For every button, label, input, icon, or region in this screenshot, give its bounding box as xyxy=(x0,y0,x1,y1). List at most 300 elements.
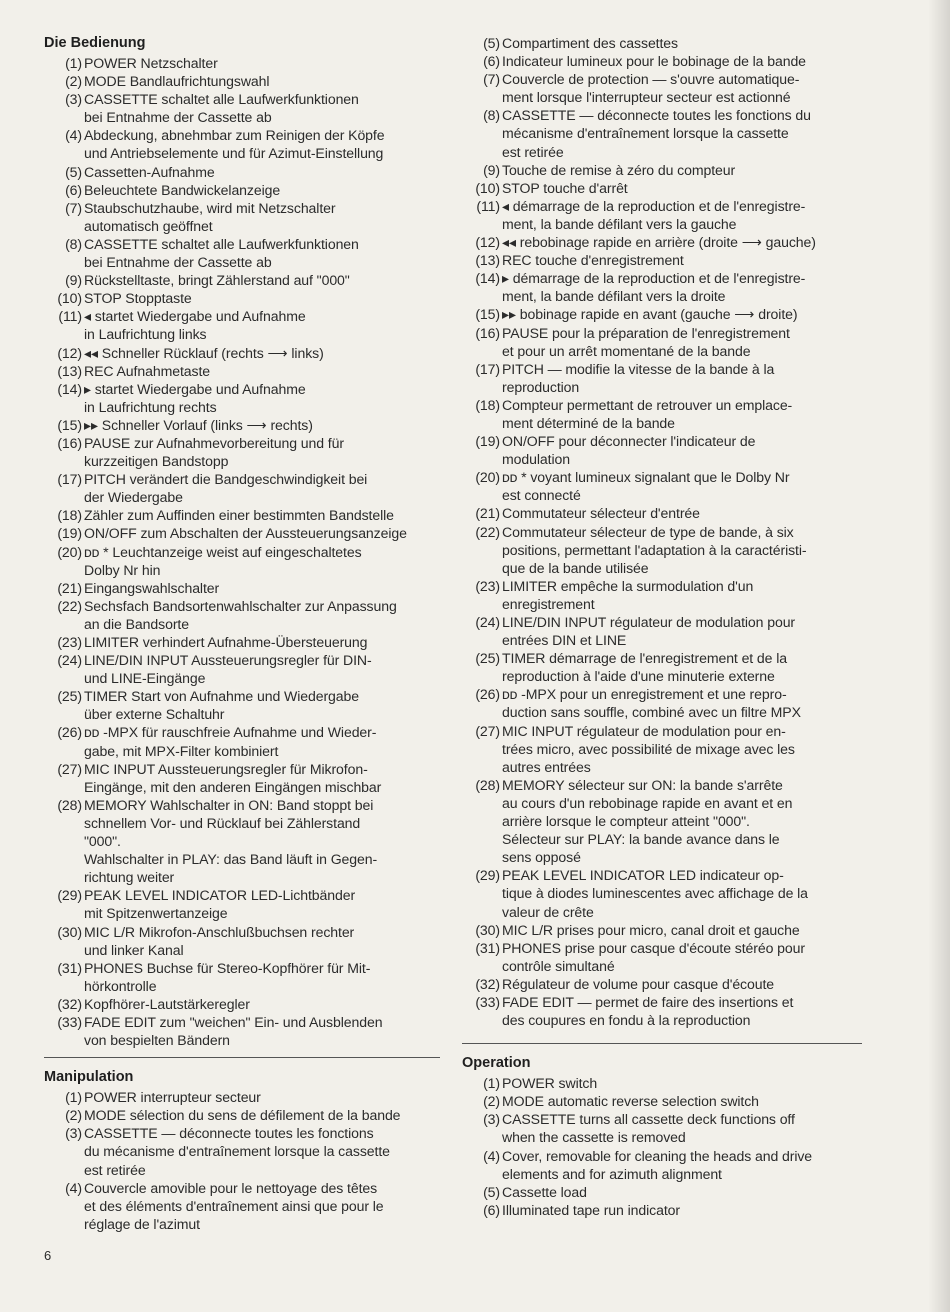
item-number: (33) xyxy=(475,993,500,1010)
item-number: (4) xyxy=(65,127,82,144)
item-text-line: Cassette load xyxy=(502,1183,587,1200)
item-text xyxy=(502,179,862,197)
item-text-line: MEMORY sélecteur sur ON: la bande s'arrête xyxy=(502,776,783,793)
item-number: (17) xyxy=(57,471,82,488)
item-text xyxy=(84,1124,440,1178)
item-number: (1) xyxy=(65,1089,82,1106)
item-number: (26) xyxy=(57,724,82,741)
item-text xyxy=(84,380,440,416)
item-text-line: "000". xyxy=(84,833,121,850)
list-item xyxy=(44,289,440,307)
right-column xyxy=(462,34,862,1219)
item-text-line: mécanisme d'entraînement lorsque la cassette xyxy=(502,125,789,142)
item-text-line: que de la bande utilisée xyxy=(502,559,649,576)
item-text-line: ment, la bande défilant vers la gauche xyxy=(502,215,737,232)
item-number: (22) xyxy=(475,523,500,540)
item-text xyxy=(84,470,440,506)
list-item xyxy=(462,324,862,360)
list-item xyxy=(44,307,440,343)
item-text-line: Compteur permettant de retrouver un emplace- xyxy=(502,396,793,413)
list-item xyxy=(462,921,862,939)
item-text-line: Abdeckung, abnehmbar zum Reinigen der Köpfe xyxy=(84,127,385,144)
item-text-line: LIMITER verhindert Aufnahme-Übersteuerung xyxy=(84,634,368,650)
item-text-line: bei Entnahme der Cassette ab xyxy=(84,254,272,271)
item-text-line: sens opposé xyxy=(502,849,581,866)
item-text-line: FADE EDIT — permet de faire des insertions et xyxy=(502,993,794,1010)
item-text-line: ◂ démarrage de la reproduction et de l'enregistre- xyxy=(502,197,806,214)
item-text-line: ᴅᴅ * Leuchtanzeige weist auf eingeschaltetes xyxy=(84,543,362,560)
item-text-line: MODE sélection du sens de défilement de la bande xyxy=(84,1107,401,1124)
item-number: (12) xyxy=(57,344,82,361)
list-item xyxy=(462,396,862,432)
item-text xyxy=(502,70,862,106)
item-text-line: ◂◂ Schneller Rücklauf (rechts ⟶ links) xyxy=(84,344,324,361)
item-number: (14) xyxy=(57,380,82,397)
item-number: (2) xyxy=(65,73,82,90)
item-text-line: Sechsfach Bandsortenwahlschalter zur Anpassung xyxy=(84,597,397,614)
item-text xyxy=(502,161,862,179)
item-text-line: an die Bandsorte xyxy=(84,615,189,632)
item-text xyxy=(84,524,440,542)
item-text xyxy=(84,199,440,235)
item-text-line: REC touche d'enregistrement xyxy=(502,252,684,269)
item-text-line: trées micro, avec possibilité de mixage avec les xyxy=(502,740,795,757)
list-item xyxy=(44,723,440,759)
item-number: (4) xyxy=(65,1179,82,1196)
item-text-line: MEMORY Wahlschalter in ON: Band stoppt bei xyxy=(84,796,374,813)
item-text-line: réglage de l'azimut xyxy=(84,1215,200,1232)
item-text-line: Commutateur sélecteur d'entrée xyxy=(502,505,700,522)
item-number: (20) xyxy=(475,469,500,486)
list-item xyxy=(44,597,440,633)
item-text xyxy=(502,1074,862,1092)
list-item xyxy=(462,432,862,468)
item-text xyxy=(84,687,440,723)
item-number: (23) xyxy=(475,577,500,594)
item-text-line: PHONES Buchse für Stereo-Kopfhörer für Mit- xyxy=(84,959,371,976)
item-text-line: Cassetten-Aufnahme xyxy=(84,163,215,180)
item-text-line: MIC INPUT Aussteuerungsregler für Mikrofon- xyxy=(84,760,368,777)
item-number: (30) xyxy=(475,921,500,938)
list-item xyxy=(462,939,862,975)
item-number: (11) xyxy=(476,197,500,214)
item-text-line: ON/OFF pour déconnecter l'indicateur de xyxy=(502,433,756,450)
item-text-line: Cover, removable for cleaning the heads and drive xyxy=(502,1147,813,1164)
item-text-line: PEAK LEVEL INDICATOR LED indicateur op- xyxy=(502,867,784,884)
item-text-line: positions, permettant l'adaptation à la caractéristi- xyxy=(502,541,807,558)
list-item xyxy=(462,504,862,522)
item-text-line: POWER switch xyxy=(502,1075,598,1092)
item-text xyxy=(502,106,862,160)
item-text-line: tique à diodes luminescentes avec affichage de la xyxy=(502,885,808,902)
item-text-line: MIC INPUT régulateur de modulation pour en- xyxy=(502,722,786,739)
section-manipulation-continued xyxy=(462,34,862,1029)
list-item xyxy=(44,362,440,380)
item-text-line: PITCH — modifie la vitesse de la bande à la xyxy=(502,360,775,377)
item-text xyxy=(84,271,440,289)
item-text-line: und LINE-Eingänge xyxy=(84,670,206,687)
item-text-line: CASSETTE — déconnecte toutes les fonctions du xyxy=(502,107,811,124)
item-text-line: Indicateur lumineux pour le bobinage de la bande xyxy=(502,53,806,70)
item-number: (14) xyxy=(475,270,500,287)
item-text-line: und Antriebselemente und für Azimut-Einstellung xyxy=(84,145,384,162)
item-text-line: est retirée xyxy=(502,143,564,160)
list-item xyxy=(44,687,440,723)
item-text-line: ◂◂ rebobinage rapide en arrière (droite ⟶ gauche) xyxy=(502,234,816,251)
list-item xyxy=(462,722,862,776)
item-text-line: Wahlschalter in PLAY: das Band läuft in Gegen- xyxy=(84,851,378,868)
item-text xyxy=(502,305,862,323)
item-text-line: duction sans souffle, combiné avec un filtre MPX xyxy=(502,704,801,721)
list-item xyxy=(462,685,862,721)
item-text-line: enregistrement xyxy=(502,595,595,612)
item-number: (19) xyxy=(57,525,82,542)
item-text-line: valeur de crête xyxy=(502,903,594,920)
item-text-line: reproduction xyxy=(502,378,580,395)
item-number: (24) xyxy=(57,652,82,669)
item-text-line: LIMITER empêche la surmodulation d'un xyxy=(502,577,754,594)
section-die-bedienung xyxy=(44,34,440,1049)
item-text xyxy=(84,1106,440,1124)
list-item xyxy=(44,344,440,362)
list-item xyxy=(462,1183,862,1201)
section-divider xyxy=(462,1043,862,1044)
item-text xyxy=(84,163,440,181)
item-text xyxy=(502,939,862,975)
list-item xyxy=(44,633,440,651)
item-number: (31) xyxy=(475,939,500,956)
section-operation xyxy=(462,1054,862,1219)
item-text xyxy=(502,776,862,866)
item-number: (9) xyxy=(65,272,82,289)
item-text-line: TIMER Start von Aufnahme und Wiedergabe xyxy=(84,688,359,705)
item-text xyxy=(84,633,440,651)
list-item xyxy=(44,199,440,235)
item-number: (27) xyxy=(57,760,82,777)
item-number: (1) xyxy=(65,55,82,71)
list-item xyxy=(44,1013,440,1049)
item-text-line: und linker Kanal xyxy=(84,941,184,958)
item-text-line: Rückstelltaste, bringt Zählerstand auf "000" xyxy=(84,272,350,289)
item-number: (2) xyxy=(483,1093,500,1110)
item-text-line: entrées DIN et LINE xyxy=(502,632,627,649)
list-item xyxy=(462,360,862,396)
item-text xyxy=(502,251,862,269)
item-number: (7) xyxy=(483,71,500,88)
item-text-line: ment, la bande défilant vers la droite xyxy=(502,288,726,305)
item-text xyxy=(502,34,862,52)
item-text-line: Régulateur de volume pour casque d'écoute xyxy=(502,975,775,992)
item-text-line: bei Entnahme der Cassette ab xyxy=(84,109,272,126)
item-text xyxy=(502,866,862,920)
list-item xyxy=(44,235,440,271)
list-item xyxy=(462,1074,862,1092)
item-text-line: Commutateur sélecteur de type de bande, à six xyxy=(502,523,794,540)
item-text-line: in Laufrichtung rechts xyxy=(84,398,217,415)
item-text-line: MIC L/R Mikrofon-Anschlußbuchsen rechter xyxy=(84,923,355,940)
item-text xyxy=(84,307,440,343)
item-text-line: Couvercle amovible pour le nettoyage des têtes xyxy=(84,1179,378,1196)
item-number: (12) xyxy=(475,234,500,251)
list-item xyxy=(44,886,440,922)
item-number: (9) xyxy=(483,161,500,178)
item-number: (29) xyxy=(57,887,82,904)
list-item xyxy=(462,106,862,160)
item-number: (32) xyxy=(57,995,82,1012)
item-text xyxy=(502,360,862,396)
item-text xyxy=(84,760,440,796)
item-number: (19) xyxy=(475,433,500,450)
item-text-line: ▸▸ Schneller Vorlauf (links ⟶ rechts) xyxy=(84,416,313,433)
item-number: (25) xyxy=(57,688,82,705)
item-text xyxy=(502,1092,862,1110)
item-list xyxy=(44,1088,440,1233)
item-text xyxy=(502,468,862,504)
list-item xyxy=(462,34,862,52)
item-text xyxy=(502,52,862,70)
item-number: (30) xyxy=(57,923,82,940)
item-text xyxy=(84,886,440,922)
item-text-line: arrière lorsque le compteur atteint "000". xyxy=(502,813,750,830)
item-number: (18) xyxy=(475,396,500,413)
list-item xyxy=(44,470,440,506)
list-item xyxy=(44,1124,440,1178)
item-text xyxy=(502,1183,862,1201)
item-number: (22) xyxy=(57,597,82,614)
item-text xyxy=(502,504,862,522)
item-text-line: REC Aufnahmetaste xyxy=(84,362,210,379)
list-item xyxy=(462,613,862,649)
item-number: (13) xyxy=(57,362,82,379)
item-text-line: au cours d'un rebobinage rapide en avant et en xyxy=(502,794,793,811)
item-text-line: ▸▸ bobinage rapide en avant (gauche ⟶ droite) xyxy=(502,306,798,323)
item-text xyxy=(84,362,440,380)
list-item xyxy=(44,181,440,199)
list-item xyxy=(462,197,862,233)
item-number: (16) xyxy=(57,434,82,451)
item-text xyxy=(502,975,862,993)
item-text-line: PAUSE pour la préparation de l'enregistrement xyxy=(502,324,790,341)
item-number: (24) xyxy=(475,614,500,630)
item-number: (21) xyxy=(57,579,82,596)
item-text-line: Illuminated tape run indicator xyxy=(502,1201,680,1218)
item-text-line: when the cassette is removed xyxy=(502,1129,686,1146)
list-item xyxy=(44,760,440,796)
list-item xyxy=(44,1179,440,1233)
list-item xyxy=(44,126,440,162)
item-number: (11) xyxy=(58,308,82,325)
item-text-line: PEAK LEVEL INDICATOR LED-Lichtbänder xyxy=(84,887,356,904)
list-item xyxy=(44,54,440,72)
list-item xyxy=(462,305,862,323)
item-text-line: TIMER démarrage de l'enregistrement et de la xyxy=(502,650,787,667)
item-text xyxy=(502,432,862,468)
item-number: (6) xyxy=(483,1201,500,1218)
item-text-line: von bespielten Bändern xyxy=(84,1032,230,1049)
item-text xyxy=(84,959,440,995)
section-title: Operation xyxy=(462,1055,531,1072)
item-text-line: CASSETTE turns all cassette deck functions off xyxy=(502,1111,795,1128)
item-number: (29) xyxy=(475,867,500,884)
item-text-line: ᴅᴅ * voyant lumineux signalant que le Dolby Nr xyxy=(502,469,790,486)
item-text-line: über externe Schaltuhr xyxy=(84,706,225,723)
list-item xyxy=(462,1110,862,1146)
list-item xyxy=(462,1147,862,1183)
item-text xyxy=(84,1013,440,1049)
item-text xyxy=(84,597,440,633)
item-text xyxy=(502,685,862,721)
item-text-line: der Wiedergabe xyxy=(84,489,183,506)
item-text-line: PHONES prise pour casque d'écoute stéréo pour xyxy=(502,939,805,956)
item-text-line: LINE/DIN INPUT régulateur de modulation pour xyxy=(502,614,796,630)
item-number: (7) xyxy=(65,199,82,216)
item-number: (18) xyxy=(57,507,82,524)
list-item xyxy=(462,577,862,613)
item-number: (15) xyxy=(57,416,82,433)
item-number: (6) xyxy=(65,181,82,198)
item-text-line: Couvercle de protection — s'ouvre automatique- xyxy=(502,71,800,88)
list-item xyxy=(462,251,862,269)
item-text xyxy=(502,577,862,613)
item-number: (3) xyxy=(65,91,82,108)
item-text-line: Eingänge, mit den anderen Eingängen mischbar xyxy=(84,778,382,795)
list-item xyxy=(44,579,440,597)
item-number: (28) xyxy=(57,796,82,813)
item-number: (13) xyxy=(475,252,500,269)
item-text-line: STOP Stopptaste xyxy=(84,290,192,307)
item-text xyxy=(84,434,440,470)
item-text-line: Kopfhörer-Lautstärkeregler xyxy=(84,995,250,1012)
item-number: (2) xyxy=(65,1107,82,1124)
item-text-line: STOP touche d'arrêt xyxy=(502,179,628,196)
item-number: (5) xyxy=(483,1183,500,1200)
item-number: (6) xyxy=(483,53,500,70)
list-item xyxy=(462,975,862,993)
item-number: (3) xyxy=(65,1125,82,1142)
item-text-line: automatisch geöffnet xyxy=(84,217,213,234)
item-text-line: mit Spitzenwertanzeige xyxy=(84,905,228,922)
section-divider xyxy=(44,1057,440,1058)
item-text xyxy=(502,324,862,360)
item-text-line: et des éléments d'entraînement ainsi que pour le xyxy=(84,1197,384,1214)
item-text-line: est connecté xyxy=(502,487,581,504)
item-number: (31) xyxy=(57,959,82,976)
item-text xyxy=(84,923,440,959)
page-number: 6 xyxy=(44,1248,52,1263)
list-item xyxy=(462,993,862,1029)
item-text-line: Sélecteur sur PLAY: la bande avance dans le xyxy=(502,831,780,848)
item-text-line: Touche de remise à zéro du compteur xyxy=(502,161,736,178)
list-item xyxy=(44,90,440,126)
item-text-line: du mécanisme d'entraînement lorsque la cassette xyxy=(84,1143,390,1160)
item-number: (28) xyxy=(475,776,500,793)
item-text xyxy=(502,269,862,305)
item-text xyxy=(84,344,440,362)
item-text xyxy=(84,506,440,524)
list-item xyxy=(462,776,862,866)
item-text-line: PITCH verändert die Bandgeschwindigkeit bei xyxy=(84,471,368,488)
item-number: (23) xyxy=(57,634,82,650)
list-item xyxy=(44,380,440,416)
list-item xyxy=(44,1088,440,1106)
list-item xyxy=(44,796,440,886)
section-title: Die Bedienung xyxy=(44,35,146,51)
item-text-line: POWER Netzschalter xyxy=(84,55,218,71)
item-text xyxy=(84,235,440,271)
item-text xyxy=(502,396,862,432)
item-text-line: reproduction à l'aide d'une minuterie externe xyxy=(502,668,775,685)
item-text xyxy=(502,1147,862,1183)
item-number: (3) xyxy=(483,1111,500,1128)
item-text xyxy=(84,181,440,199)
item-text-line: PAUSE zur Aufnahmevorbereitung und für xyxy=(84,434,344,451)
item-number: (32) xyxy=(475,975,500,992)
item-text xyxy=(502,993,862,1029)
item-text xyxy=(84,995,440,1013)
item-text xyxy=(84,289,440,307)
list-item xyxy=(44,995,440,1013)
item-number: (1) xyxy=(483,1075,500,1092)
list-item xyxy=(44,163,440,181)
item-text xyxy=(502,649,862,685)
item-list xyxy=(462,1074,862,1219)
item-text-line: modulation xyxy=(502,451,570,468)
list-item xyxy=(462,1201,862,1219)
item-text-line: ᴅᴅ -MPX pour un enregistrement et une repro- xyxy=(502,686,787,703)
list-item xyxy=(462,161,862,179)
item-text xyxy=(502,233,862,251)
list-item xyxy=(44,72,440,90)
left-column xyxy=(44,34,440,1233)
item-text-line: gabe, mit MPX-Filter kombiniert xyxy=(84,742,279,759)
item-text-line: ▸ démarrage de la reproduction et de l'enregistre- xyxy=(502,270,806,287)
item-text-line: CASSETTE — déconnecte toutes les fonctions xyxy=(84,1125,374,1142)
page-edge-shadow xyxy=(928,0,950,1312)
item-text-line: est retirée xyxy=(84,1161,146,1178)
item-text-line: MODE Bandlaufrichtungswahl xyxy=(84,73,270,90)
item-text xyxy=(502,1110,862,1146)
item-text-line: ment déterminé de la bande xyxy=(502,414,675,431)
item-number: (5) xyxy=(65,163,82,180)
list-item xyxy=(44,271,440,289)
item-text xyxy=(84,72,440,90)
list-item xyxy=(44,506,440,524)
item-text xyxy=(84,90,440,126)
list-item xyxy=(462,468,862,504)
item-text-line: hörkontrolle xyxy=(84,977,157,994)
item-text xyxy=(502,613,862,649)
item-number: (5) xyxy=(483,35,500,51)
item-text-line: Beleuchtete Bandwickelanzeige xyxy=(84,181,281,198)
item-text-line: schnellem Vor- und Rücklauf bei Zählerstand xyxy=(84,814,361,831)
item-text-line: MIC L/R prises pour micro, canal droit et gauche xyxy=(502,921,800,938)
item-text-line: in Laufrichtung links xyxy=(84,326,207,343)
section-manipulation xyxy=(44,1068,440,1233)
item-text-line: Staubschutzhaube, wird mit Netzschalter xyxy=(84,199,336,216)
item-text-line: Compartiment des cassettes xyxy=(502,35,678,51)
list-item xyxy=(44,923,440,959)
list-item xyxy=(44,524,440,542)
item-text xyxy=(84,723,440,759)
item-text-line: kurzzeitigen Bandstopp xyxy=(84,453,229,470)
item-text-line: CASSETTE schaltet alle Laufwerkfunktionen xyxy=(84,235,359,252)
list-item xyxy=(462,70,862,106)
item-text xyxy=(502,1201,862,1219)
item-text xyxy=(502,921,862,939)
item-number: (25) xyxy=(475,650,500,667)
item-text xyxy=(84,651,440,687)
list-item xyxy=(462,649,862,685)
